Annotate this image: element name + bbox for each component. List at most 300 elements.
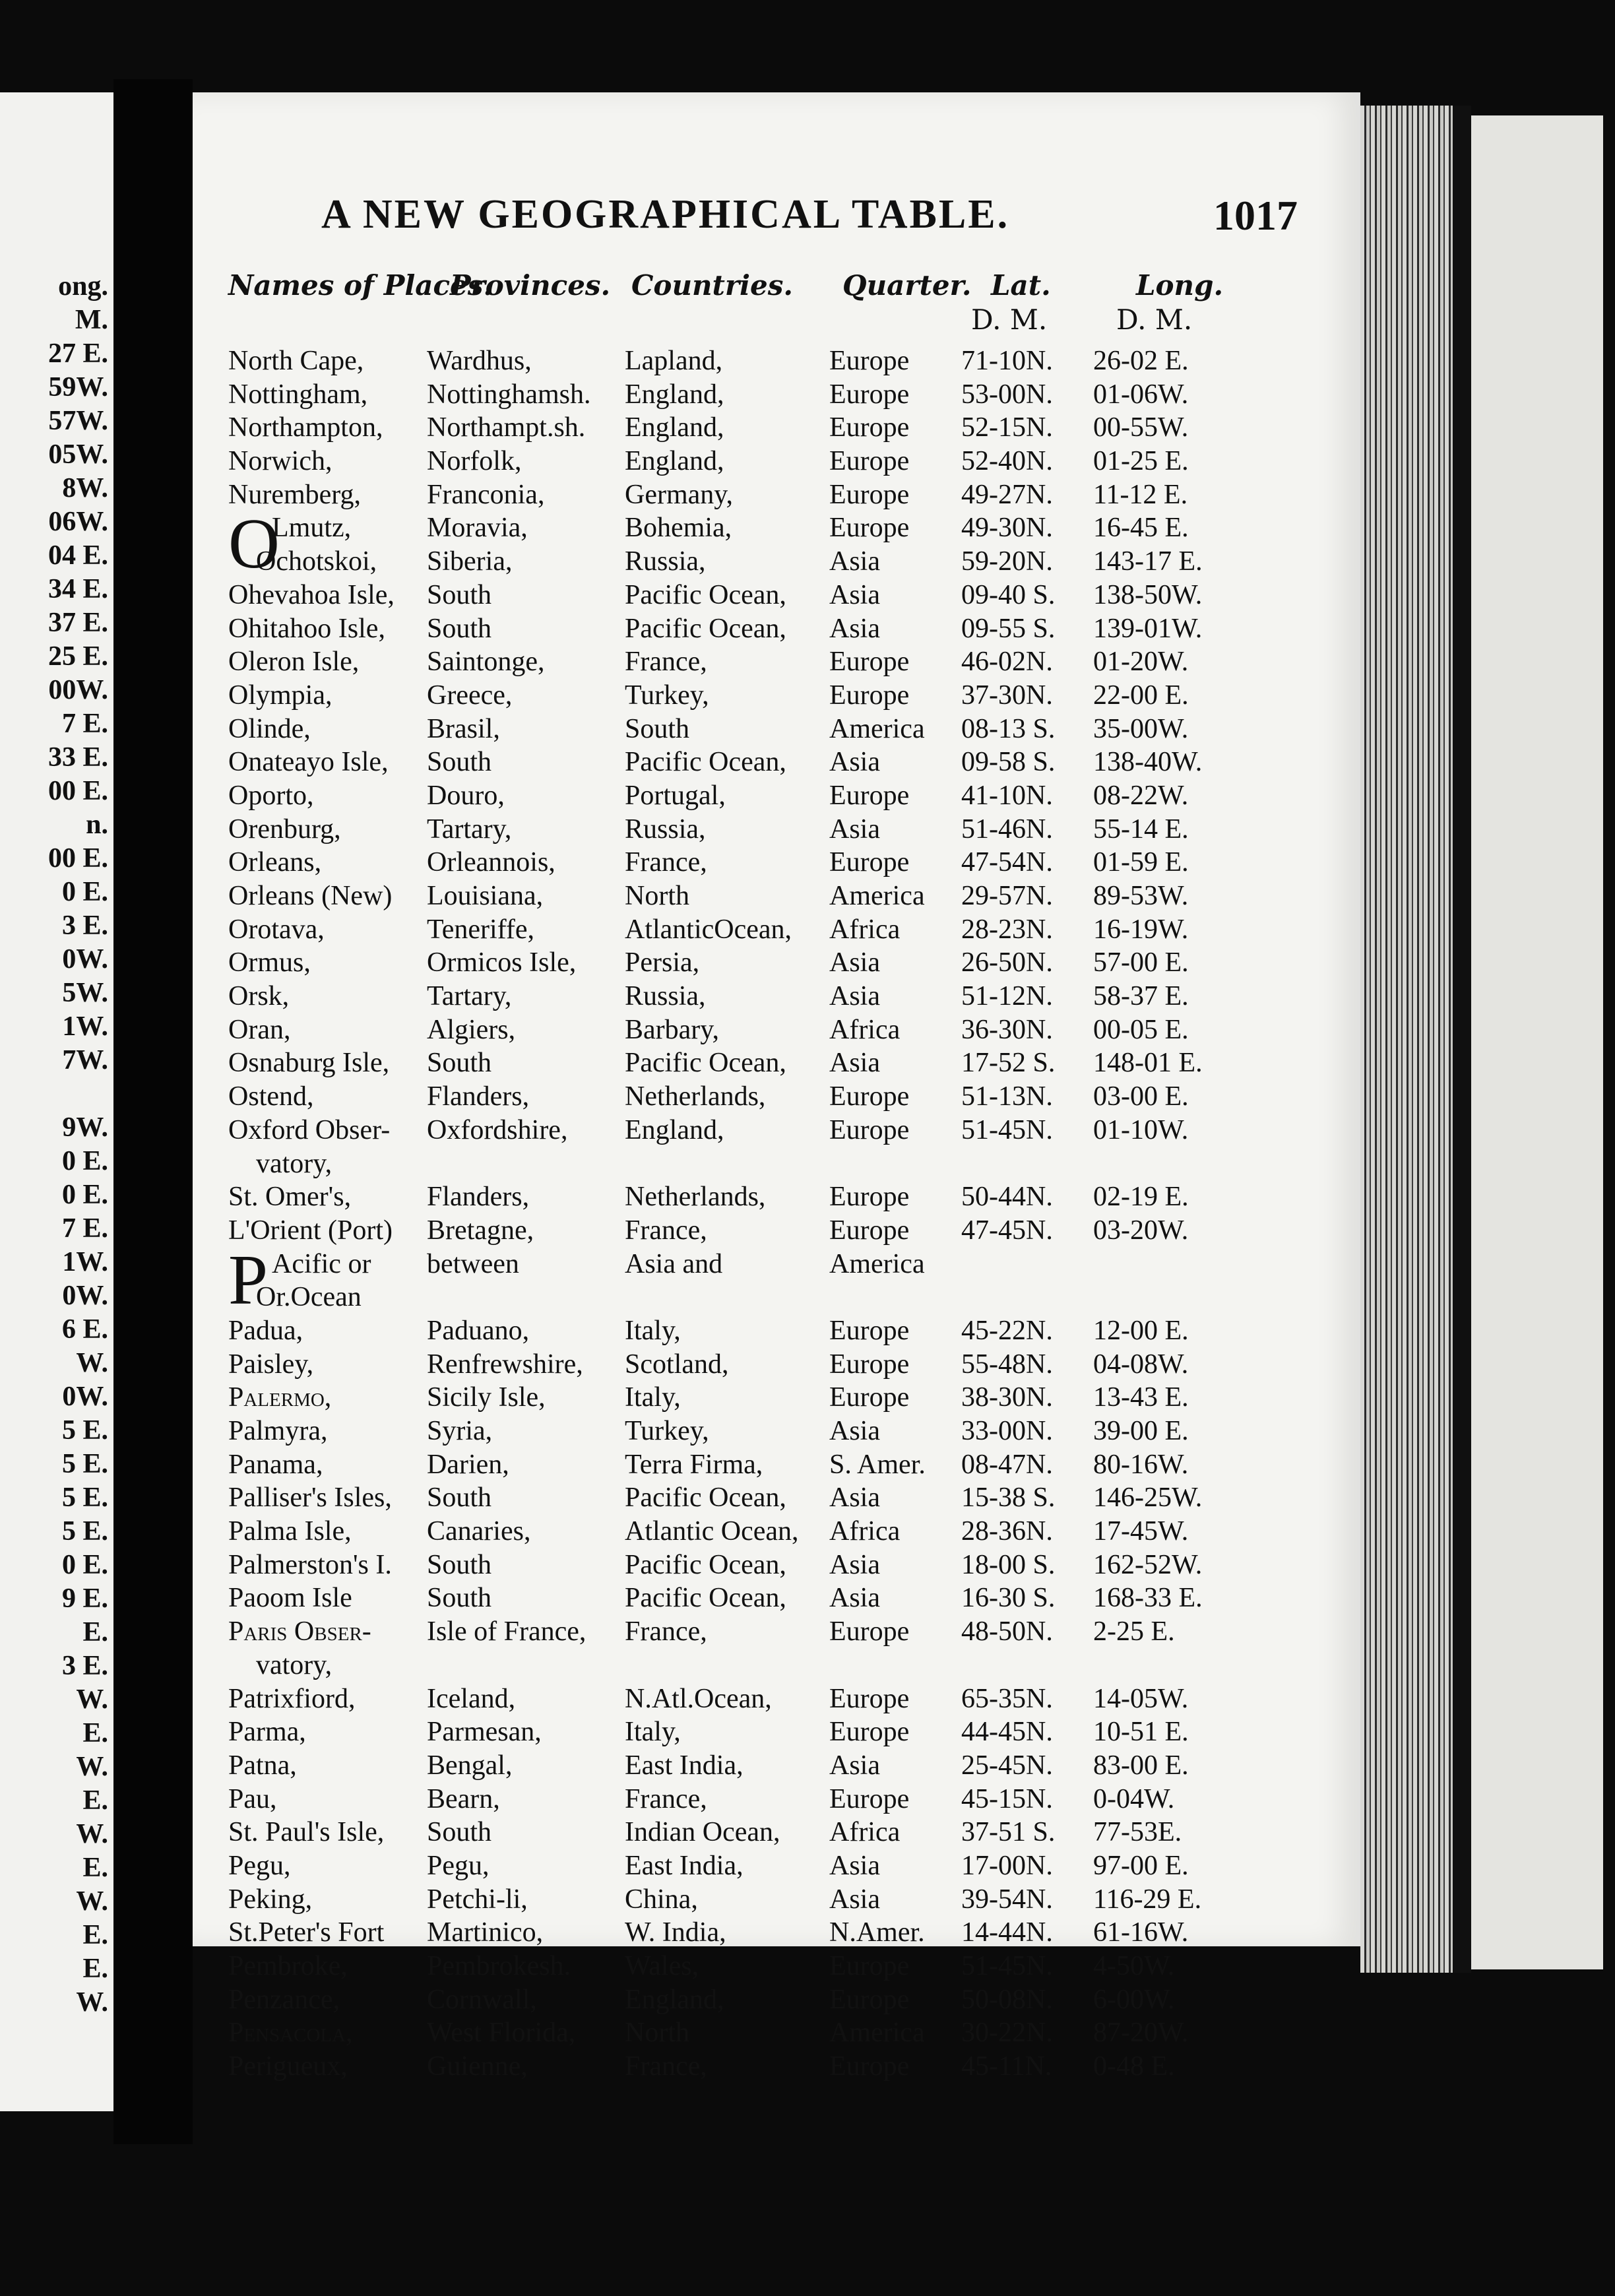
place-name-cell: Paris Obser- [228, 1616, 371, 1647]
province-cell: Cornwall, [427, 1984, 537, 2015]
longitude-cell: 87-20W. [1093, 2018, 1189, 2049]
country-cell: France, [625, 2051, 707, 2082]
latitude-cell: 26-50N. [961, 947, 1053, 978]
latitude-cell: 52-40N. [961, 446, 1053, 477]
place-name-cell: Orleans, [228, 847, 322, 878]
country-cell: Italy, [625, 1717, 681, 1748]
place-name-cell: Orotava, [228, 914, 325, 945]
place-name-cell: Olinde, [228, 713, 311, 744]
latitude-cell: 37-30N. [961, 680, 1053, 711]
quarter-cell: Europe [829, 1951, 910, 1981]
place-name-cell: Oleron Isle, [228, 647, 360, 678]
header-long: Long. [1136, 269, 1224, 302]
longitude-cell: 03-20W. [1093, 1215, 1189, 1246]
table-row [193, 1214, 1360, 1248]
left-page-fragment: W. [76, 1752, 108, 1782]
country-cell: France, [625, 1215, 707, 1246]
latitude-cell: 45-22N. [961, 1315, 1053, 1346]
left-page-fragment: W. [76, 1886, 108, 1917]
table-row [193, 713, 1360, 746]
province-cell: between [427, 1248, 519, 1279]
place-name-cell: Patrixfiord, [228, 1683, 356, 1714]
table-row [193, 846, 1360, 879]
longitude-cell: 13-43 E. [1093, 1382, 1189, 1413]
province-cell: South [427, 613, 492, 644]
left-page-fragment: 3 E. [61, 1651, 108, 1681]
left-page-fragment: 37 E. [48, 608, 108, 638]
country-cell: Pacific Ocean, [625, 1583, 786, 1614]
latitude-cell: 59-20N. [961, 546, 1053, 577]
place-name-cell: Acific or [272, 1248, 371, 1279]
table-row [193, 579, 1360, 612]
place-name-cell: Onateayo Isle, [228, 747, 389, 778]
left-page-fragment: 0W. [62, 1281, 108, 1311]
latitude-cell: 49-30N. [961, 513, 1053, 544]
place-name-cell: Orenburg, [228, 813, 341, 845]
latitude-cell: 52-15N. [961, 412, 1053, 443]
table-row [193, 1180, 1360, 1214]
latitude-cell: 71-10N. [961, 346, 1053, 376]
place-name-cell: Panama, [228, 1449, 323, 1480]
place-name-cell: Ostend, [228, 1081, 314, 1112]
drop-cap-initial: O [228, 505, 280, 584]
table-row [193, 1448, 1360, 1482]
latitude-cell: 45-11N. [961, 2051, 1052, 2082]
place-name-cell: Palermo, [228, 1382, 332, 1413]
quarter-cell: Europe [829, 1315, 910, 1346]
quarter-cell: Europe [829, 379, 910, 410]
place-name-cell: Palmerston's I. [228, 1549, 392, 1580]
table-row [193, 478, 1360, 512]
province-cell: Nottinghamsh. [427, 379, 591, 410]
country-cell: Asia and [625, 1248, 723, 1279]
left-page-fragment: 7W. [62, 1045, 108, 1075]
place-name-cell: Oran, [228, 1014, 291, 1045]
province-cell: Pembrokesh. [427, 1951, 571, 1981]
province-cell: South [427, 1483, 492, 1514]
table-row [193, 1950, 1360, 1983]
country-cell: France, [625, 647, 707, 678]
province-cell: Northampt.sh. [427, 412, 586, 443]
left-page-fragment: 5 E. [61, 1449, 108, 1479]
table-row [193, 679, 1360, 713]
quarter-cell: Europe [829, 647, 910, 678]
left-page-fragment: 0 E. [61, 1550, 108, 1580]
latitude-cell: 47-54N. [961, 847, 1053, 878]
longitude-cell: 55-14 E. [1093, 813, 1189, 845]
latitude-cell: 44-45N. [961, 1717, 1053, 1748]
book-page [193, 92, 1360, 2082]
left-page-fragment: E. [82, 1617, 108, 1647]
latitude-cell: 17-00N. [961, 1850, 1053, 1881]
latitude-cell: 51-12N. [961, 981, 1053, 1012]
table-row [193, 1682, 1360, 1716]
left-page-fragment: 34 E. [48, 574, 108, 604]
quarter-cell: Europe [829, 1349, 910, 1380]
country-cell: France, [625, 1616, 707, 1647]
latitude-cell: 37-51 S. [961, 1817, 1056, 1848]
province-cell: Martinico, [427, 1917, 544, 1948]
left-page-fragment: 5 E. [61, 1483, 108, 1513]
table-row [193, 879, 1360, 913]
running-head [321, 191, 1298, 251]
longitude-cell: 168-33 E. [1093, 1583, 1203, 1614]
quarter-cell: Europe [829, 1215, 910, 1246]
quarter-cell: Asia [829, 1750, 880, 1781]
country-cell: Bohemia, [625, 513, 732, 544]
province-cell: Renfrewshire, [427, 1349, 583, 1380]
table-row [193, 779, 1360, 813]
province-cell: Oxfordshire, [427, 1114, 568, 1145]
latitude-cell: 41-10N. [961, 780, 1053, 811]
left-page-fragment: 9 E. [61, 1583, 108, 1614]
province-cell: South [427, 1583, 492, 1614]
longitude-cell: 26-02 E. [1093, 346, 1189, 376]
place-name-cell: Parma, [228, 1717, 306, 1748]
quarter-cell: Asia [829, 813, 880, 845]
longitude-cell: 14-05W. [1093, 1683, 1189, 1714]
table-row [193, 1348, 1360, 1382]
table-row [193, 1046, 1360, 1080]
longitude-cell: 01-25 E. [1093, 446, 1189, 477]
province-cell: South [427, 1048, 492, 1079]
country-cell: AtlanticOcean, [625, 914, 792, 945]
quarter-cell: Asia [829, 747, 880, 778]
left-page-fragment: n. [86, 810, 108, 840]
longitude-cell: 11-12 E. [1093, 479, 1188, 510]
quarter-cell: Europe [829, 1182, 910, 1213]
province-cell: Norfolk, [427, 446, 522, 477]
left-page-fragment: ong. [58, 271, 108, 302]
table-row [193, 1013, 1360, 1047]
left-page-fragment: 7 E. [61, 1213, 108, 1244]
country-cell: Pacific Ocean, [625, 613, 786, 644]
latitude-cell: 30-22N. [961, 2018, 1053, 2049]
header-countries: Countries. [631, 269, 793, 302]
table-row [193, 946, 1360, 980]
latitude-cell: 55-48N. [961, 1349, 1053, 1380]
header-lat-units: D. M. [971, 303, 1048, 336]
place-name-cell: Oxford Obser- [228, 1114, 391, 1145]
country-cell: France, [625, 847, 707, 878]
quarter-cell: Asia [829, 1583, 880, 1614]
longitude-cell: 12-00 E. [1093, 1315, 1189, 1346]
country-cell: Italy, [625, 1315, 681, 1346]
left-page-fragment: 59W. [48, 372, 108, 402]
quarter-cell: Asia [829, 1884, 880, 1915]
left-page-fragment: 5W. [62, 978, 108, 1008]
country-cell: France, [625, 1783, 707, 1814]
country-cell: Atlantic Ocean, [625, 1516, 799, 1547]
province-cell: South [427, 1817, 492, 1848]
longitude-cell: 0-48 E. [1093, 2051, 1175, 2082]
place-name-cell: Ohitahoo Isle, [228, 613, 385, 644]
longitude-cell: 61-16W. [1093, 1917, 1189, 1948]
province-cell: Sicily Isle, [427, 1382, 546, 1413]
table-row [193, 1649, 1360, 1682]
place-name-cell: Paisley, [228, 1349, 314, 1380]
longitude-cell: 01-10W. [1093, 1114, 1189, 1145]
province-cell: West Florida, [427, 2018, 576, 2049]
table-row [193, 2016, 1360, 2050]
province-cell: Flanders, [427, 1081, 530, 1112]
table-row [193, 2050, 1360, 2084]
longitude-cell: 22-00 E. [1093, 680, 1189, 711]
place-name-cell: Palmyra, [228, 1416, 328, 1446]
place-name-cell: St. Paul's Isle, [228, 1817, 385, 1848]
latitude-cell: 18-00 S. [961, 1549, 1056, 1580]
place-name-cell: vatory, [256, 1148, 332, 1179]
table-row [193, 1080, 1360, 1114]
left-page-fragment: 0W. [62, 944, 108, 974]
place-name-cell: Peking, [228, 1884, 313, 1915]
left-page-fragment: E. [82, 1954, 108, 1984]
latitude-cell: 17-52 S. [961, 1048, 1056, 1079]
longitude-cell: 6-00W. [1093, 1984, 1175, 2015]
quarter-cell: Asia [829, 947, 880, 978]
quarter-cell: Europe [829, 479, 910, 510]
longitude-cell: 35-00W. [1093, 713, 1189, 744]
quarter-cell: S. Amer. [829, 1449, 926, 1480]
country-cell: Barbary, [625, 1014, 720, 1045]
quarter-cell: Europe [829, 680, 910, 711]
longitude-cell: 57-00 E. [1093, 947, 1189, 978]
following-page-edge [1471, 115, 1603, 1969]
country-cell: Indian Ocean, [625, 1817, 780, 1848]
quarter-cell: Asia [829, 1048, 880, 1079]
province-cell: South [427, 1549, 492, 1580]
longitude-cell: 16-19W. [1093, 914, 1189, 945]
page-edges [1360, 106, 1453, 1973]
latitude-cell: 50-08N. [961, 1984, 1053, 2015]
province-cell: Siberia, [427, 546, 513, 577]
header-lat: Lat. [991, 269, 1051, 302]
quarter-cell: Europe [829, 2051, 910, 2082]
province-cell: Isle of France, [427, 1616, 586, 1647]
latitude-cell: 38-30N. [961, 1382, 1053, 1413]
latitude-cell: 09-40 S. [961, 579, 1056, 610]
longitude-cell: 00-05 E. [1093, 1014, 1189, 1045]
place-name-cell: St. Omer's, [228, 1182, 352, 1213]
country-cell: North [625, 2018, 689, 2049]
latitude-cell: 29-57N. [961, 881, 1053, 911]
place-name-cell: Orsk, [228, 981, 290, 1012]
previous-page-edge [0, 92, 113, 2111]
table-row [193, 1849, 1360, 1883]
country-cell: Pacific Ocean, [625, 1549, 786, 1580]
table-row [193, 445, 1360, 478]
place-name-cell: vatory, [256, 1649, 332, 1680]
latitude-cell: 46-02N. [961, 647, 1053, 678]
country-cell: Russia, [625, 981, 706, 1012]
latitude-cell: 15-38 S. [961, 1483, 1056, 1514]
longitude-cell: 116-29 E. [1093, 1884, 1202, 1915]
country-cell: Pacific Ocean, [625, 1048, 786, 1079]
left-page-fragment: 57W. [48, 406, 108, 436]
quarter-cell: Europe [829, 1616, 910, 1647]
place-name-cell: Pembroke, [228, 1951, 348, 1981]
country-cell: W. India, [625, 1917, 726, 1948]
quarter-cell: Asia [829, 1549, 880, 1580]
place-name-cell: Lmutz, [272, 513, 352, 544]
quarter-cell: Asia [829, 613, 880, 644]
left-page-fragment: 0W. [62, 1382, 108, 1412]
quarter-cell: Europe [829, 1382, 910, 1413]
country-cell: Portugal, [625, 780, 726, 811]
country-cell: England, [625, 412, 724, 443]
quarter-cell: Europe [829, 847, 910, 878]
table-row [193, 378, 1360, 412]
place-name-cell: Norwich, [228, 446, 332, 477]
latitude-cell: 25-45N. [961, 1750, 1053, 1781]
left-page-fragment: E. [82, 1785, 108, 1816]
left-page-fragment: 05W. [48, 439, 108, 470]
left-page-fragment: E. [82, 1718, 108, 1748]
latitude-cell: 47-45N. [961, 1215, 1053, 1246]
quarter-cell: America [829, 881, 925, 911]
quarter-cell: Europe [829, 1717, 910, 1748]
longitude-cell: 02-19 E. [1093, 1182, 1189, 1213]
longitude-cell: 138-40W. [1093, 747, 1203, 778]
header-provinces: Provinces. [450, 269, 611, 302]
place-name-cell: Penzance, [228, 1984, 340, 2015]
header-long-units: D. M. [1116, 303, 1193, 336]
place-name-cell: L'Orient (Port) [228, 1215, 393, 1246]
latitude-cell: 09-55 S. [961, 613, 1056, 644]
place-name-cell: Pensacola, [228, 2018, 353, 2049]
left-page-fragment: 0 E. [61, 1146, 108, 1176]
place-name-cell: Pau, [228, 1783, 277, 1814]
place-name-cell: Nottingham, [228, 379, 368, 410]
column-headers [193, 269, 1360, 348]
province-cell: Louisiana, [427, 881, 544, 911]
longitude-cell: 17-45W. [1093, 1516, 1189, 1547]
table-row [193, 344, 1360, 378]
country-cell: Netherlands, [625, 1182, 766, 1213]
quarter-cell: Europe [829, 1114, 910, 1145]
page-number: 1017 [1213, 192, 1298, 239]
province-cell: Franconia, [427, 479, 545, 510]
quarter-cell: Europe [829, 346, 910, 376]
longitude-cell: 138-50W. [1093, 579, 1203, 610]
table-row [193, 1783, 1360, 1816]
left-page-fragment: M. [75, 305, 108, 335]
table-body [193, 344, 1360, 2084]
longitude-cell: 58-37 E. [1093, 981, 1189, 1012]
book-gutter [113, 79, 193, 2144]
quarter-cell: Africa [829, 914, 901, 945]
place-name-cell: St.Peter's Fort [228, 1917, 385, 1948]
table-row [193, 411, 1360, 445]
country-cell: Turkey, [625, 680, 709, 711]
longitude-cell: 00-55W. [1093, 412, 1189, 443]
latitude-cell: 48-50N. [961, 1616, 1053, 1647]
longitude-cell: 0-04W. [1093, 1783, 1175, 1814]
left-page-fragment: 8W. [62, 473, 108, 503]
table-row [193, 746, 1360, 779]
province-cell: Greece, [427, 680, 513, 711]
latitude-cell: 33-00N. [961, 1416, 1053, 1446]
quarter-cell: Africa [829, 1014, 901, 1045]
header-quarter: Quarter. [842, 269, 972, 302]
table-row [193, 1515, 1360, 1548]
quarter-cell: Asia [829, 579, 880, 610]
longitude-cell: 03-00 E. [1093, 1081, 1189, 1112]
province-cell: Tartary, [427, 981, 512, 1012]
country-cell: England, [625, 379, 724, 410]
table-row [193, 612, 1360, 646]
country-cell: Lapland, [625, 346, 723, 376]
country-cell: Scotland, [625, 1349, 729, 1380]
quarter-cell: Asia [829, 1416, 880, 1446]
place-name-cell: Palma Isle, [228, 1516, 352, 1547]
latitude-cell: 36-30N. [961, 1014, 1053, 1045]
left-page-fragment: 1W. [62, 1247, 108, 1277]
country-cell: Germany, [625, 479, 734, 510]
province-cell: South [427, 579, 492, 610]
latitude-cell: 16-30 S. [961, 1583, 1056, 1614]
left-page-fragment: 0 E. [61, 1180, 108, 1210]
table-row [193, 1314, 1360, 1348]
latitude-cell: 50-44N. [961, 1182, 1053, 1213]
province-cell: Algiers, [427, 1014, 516, 1045]
longitude-cell: 4-50W. [1093, 1951, 1175, 1981]
country-cell: Russia, [625, 546, 706, 577]
table-row [193, 1281, 1360, 1314]
left-page-fragment: 7 E. [61, 709, 108, 739]
place-name-cell: Patna, [228, 1750, 297, 1781]
longitude-cell: 143-17 E. [1093, 546, 1203, 577]
province-cell: Parmesan, [427, 1717, 542, 1748]
left-page-fragment: E. [82, 1920, 108, 1950]
quarter-cell: Europe [829, 1783, 910, 1814]
latitude-cell: 39-54N. [961, 1884, 1053, 1915]
left-page-fragment: 9W. [62, 1112, 108, 1143]
latitude-cell: 28-23N. [961, 914, 1053, 945]
drop-cap-initial: P [228, 1240, 269, 1320]
left-page-fragment: 25 E. [48, 641, 108, 672]
longitude-cell: 139-01W. [1093, 613, 1203, 644]
longitude-cell: 97-00 E. [1093, 1850, 1189, 1881]
longitude-cell: 04-08W. [1093, 1349, 1189, 1380]
quarter-cell: America [829, 1248, 925, 1279]
quarter-cell: Asia [829, 1850, 880, 1881]
country-cell: Pacific Ocean, [625, 579, 786, 610]
latitude-cell: 28-36N. [961, 1516, 1053, 1547]
table-row [193, 1983, 1360, 2017]
province-cell: Brasil, [427, 713, 500, 744]
left-page-fragment: W. [76, 1348, 108, 1378]
table-row [193, 1381, 1360, 1415]
quarter-cell: Europe [829, 1984, 910, 2015]
table-row [193, 1548, 1360, 1582]
place-name-cell: Perigueux, [228, 2051, 348, 2082]
table-row [193, 1581, 1360, 1615]
longitude-cell: 01-06W. [1093, 379, 1189, 410]
quarter-cell: N.Amer. [829, 1917, 925, 1948]
quarter-cell: Africa [829, 1516, 901, 1547]
table-row [193, 645, 1360, 679]
table-row [193, 1615, 1360, 1649]
quarter-cell: Europe [829, 780, 910, 811]
country-cell: England, [625, 446, 724, 477]
place-name-cell: Pegu, [228, 1850, 291, 1881]
page-edge-shadow [1453, 106, 1471, 1973]
left-page-fragment: W. [76, 1819, 108, 1849]
latitude-cell: 51-46N. [961, 813, 1053, 845]
table-row [193, 1415, 1360, 1448]
longitude-cell: 77-53E. [1093, 1817, 1182, 1848]
